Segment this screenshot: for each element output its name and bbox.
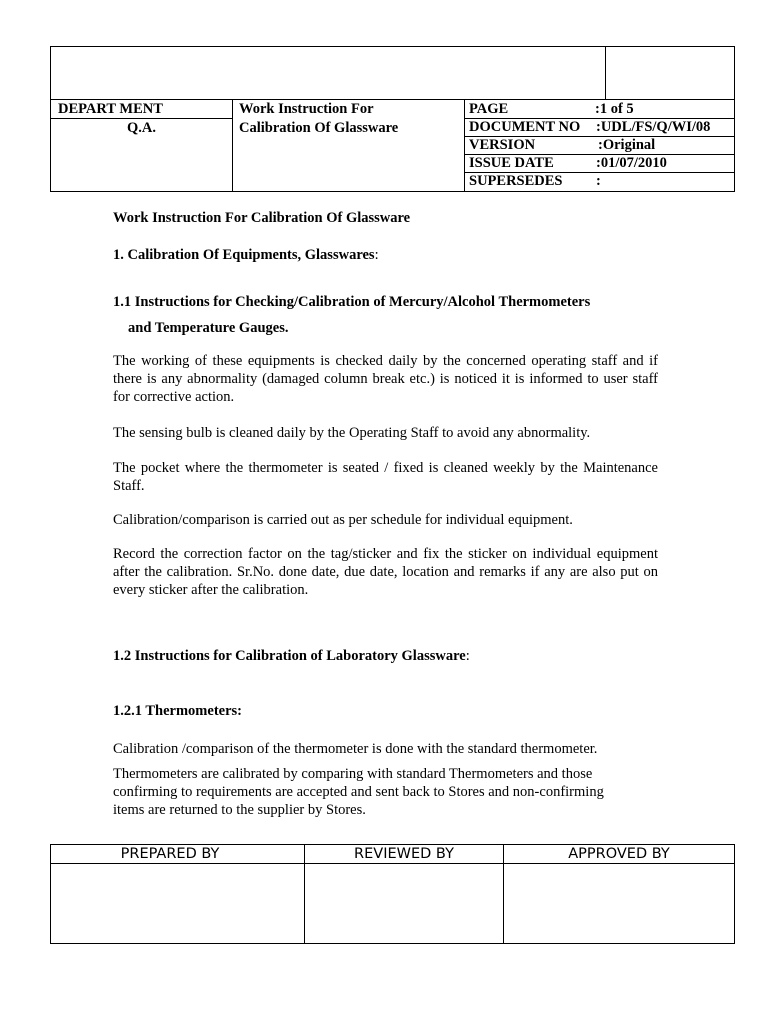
prepared-by-header: PREPARED BY [120, 846, 220, 862]
section-1-2-1-heading: 1.2.1 Thermometers: [113, 703, 242, 719]
supersedes-value: : [596, 173, 601, 189]
document-no-label: DOCUMENT NO [469, 119, 581, 135]
page-value: :1 of 5 [595, 101, 634, 117]
version-value: :Original [598, 137, 656, 153]
signature-table [50, 844, 735, 944]
version-label: VERSION [469, 137, 536, 153]
title-line-2: Calibration Of Glassware [239, 120, 399, 136]
section-1-2-heading [113, 647, 658, 665]
section-1-heading-text: 1. Calibration Of Equipments, Glasswares [113, 247, 375, 263]
supersedes-label: SUPERSEDES [469, 173, 563, 189]
header-divider [605, 47, 606, 99]
section-1-2-heading-colon: : [465, 648, 470, 664]
section-1-heading [113, 246, 658, 264]
page-label: PAGE [469, 101, 509, 117]
header-divider [464, 99, 465, 191]
document-header-table [50, 46, 735, 192]
section-1-1-heading-line-2: and Temperature Gauges. [128, 320, 289, 336]
approved-by-header: APPROVED BY [568, 846, 670, 862]
reviewed-by-signature-cell[interactable] [305, 864, 503, 943]
paragraph-pocket-cleaning: The pocket where the thermometer is seated / fixed is cleaned weekly by the Maintenance Staff. [113, 460, 658, 494]
title-line-1: Work Instruction For [239, 101, 374, 117]
department-value: Q.A. [127, 120, 156, 136]
paragraph-daily-check: The working of these equipments is checked daily by the concerned operating staff and if there is any abnormality (damaged column break etc.) is noticed it is informed to user staff for corrective action. [113, 353, 658, 405]
paragraph-thermometer-acceptance: Thermometers are calibrated by comparing with standard Thermometers and those confirming to requirements are accepted and sent back to Stores and non-confirming items are returned to the supplier by Stores. [113, 766, 604, 818]
header-divider [232, 99, 233, 191]
section-1-heading-colon: : [374, 247, 379, 263]
paragraph-calibration-schedule: Calibration/comparison is carried out as per schedule for individual equipment. [113, 512, 573, 528]
paragraph-sensing-bulb: The sensing bulb is cleaned daily by the Operating Staff to avoid any abnormality. [113, 425, 591, 441]
paragraph-thermometer-comparison: Calibration /comparison of the thermometer is done with the standard thermometer. [113, 741, 598, 757]
issue-date-value: :01/07/2010 [596, 155, 667, 171]
department-label: DEPART MENT [58, 101, 163, 117]
issue-date-label: ISSUE DATE [469, 155, 554, 171]
document-title: Work Instruction For Calibration Of Glassware [113, 210, 411, 226]
document-no-value: :UDL/FS/Q/WI/08 [596, 119, 711, 135]
section-1-1-heading-line-1: 1.1 Instructions for Checking/Calibration of Mercury/Alcohol Thermometers [113, 294, 591, 310]
prepared-by-signature-cell[interactable] [51, 864, 304, 943]
approved-by-signature-cell[interactable] [504, 864, 734, 943]
paragraph-correction-factor: Record the correction factor on the tag/sticker and fix the sticker on individual equipment after the calibration. Sr.No. done date, due date, location and remarks if any are also put on every sticker after the calibration. [113, 546, 658, 598]
section-1-2-heading-text: 1.2 Instructions for Calibration of Laboratory Glassware [113, 648, 466, 664]
reviewed-by-header: REVIEWED BY [354, 846, 454, 862]
